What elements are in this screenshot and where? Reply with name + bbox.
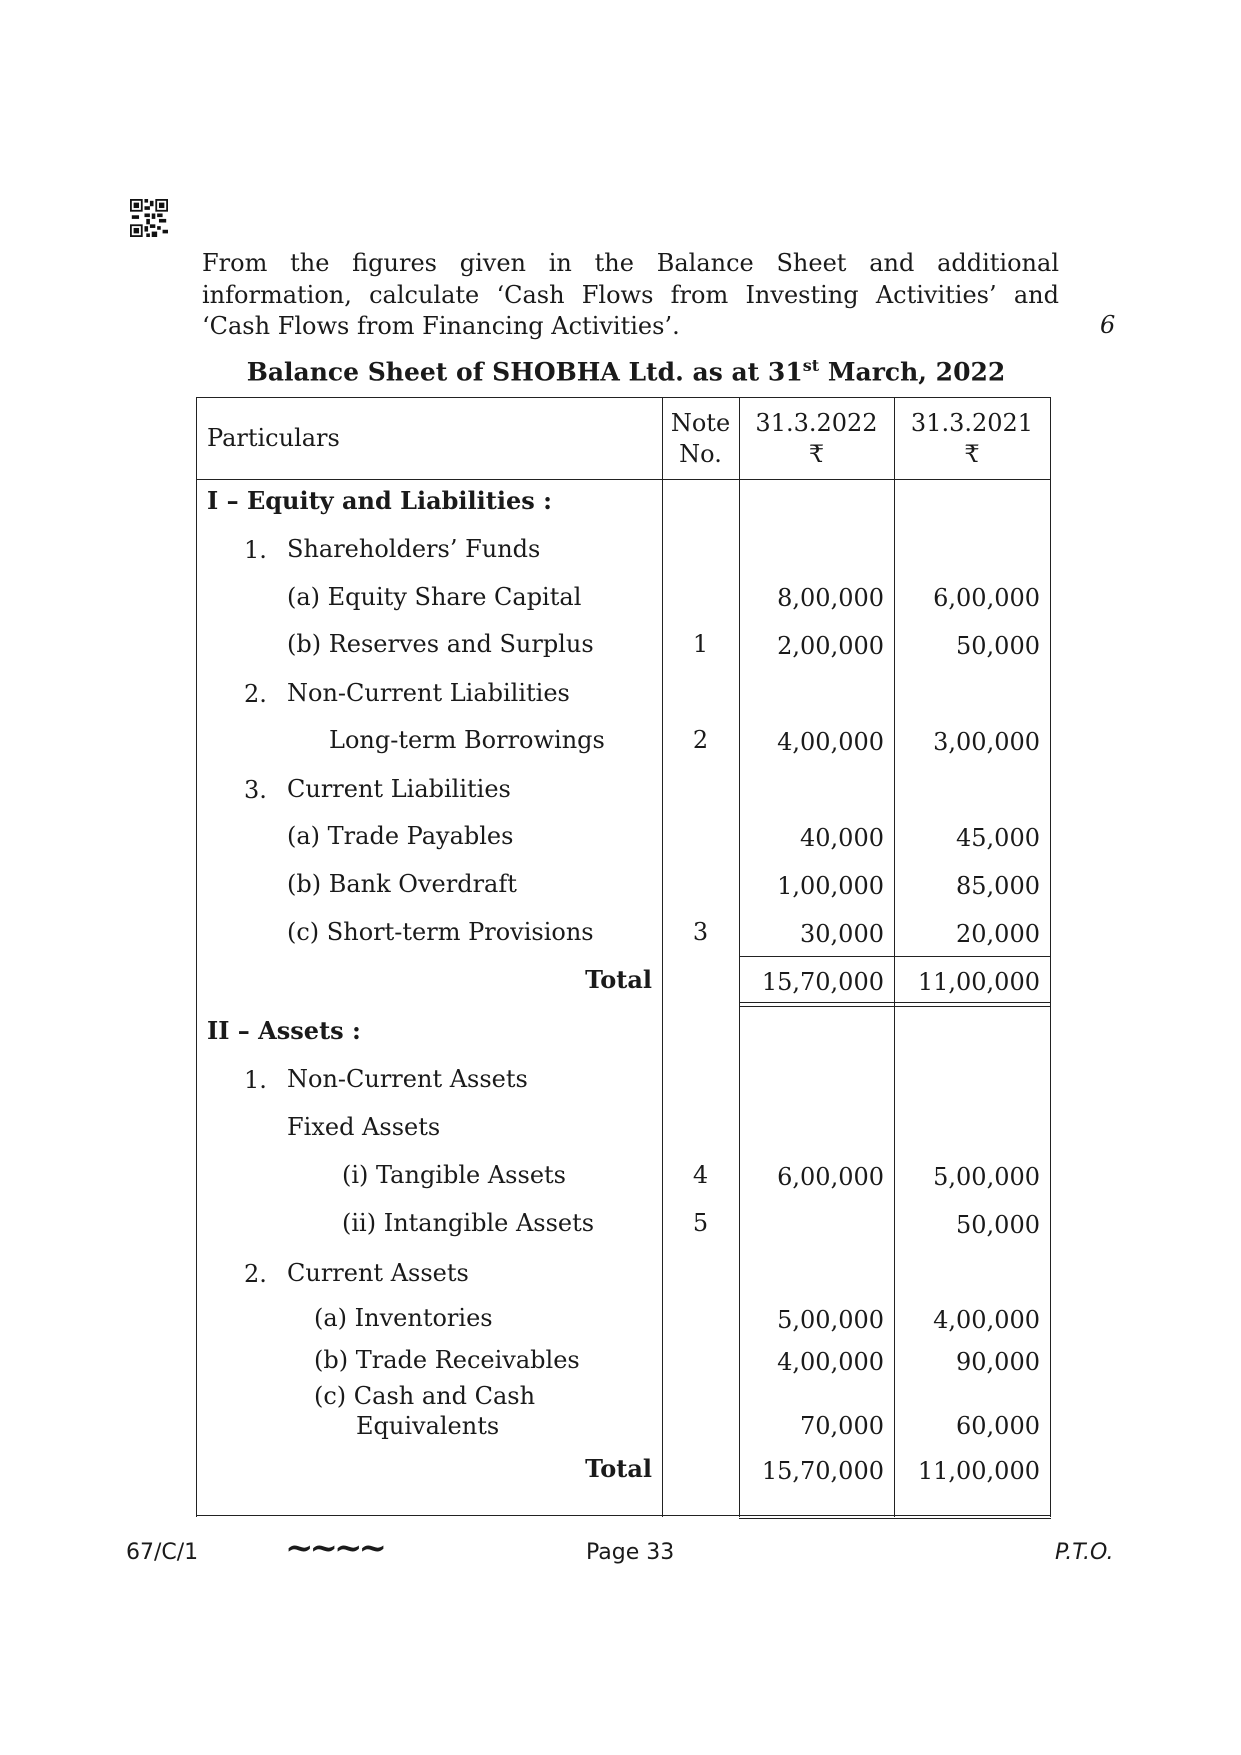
row-label: Shareholders’ Funds: [287, 535, 541, 563]
row-label: Long-term Borrowings: [329, 726, 605, 754]
question-text: From the figures given in the Balance Sheet and additional information, calculate ‘Cash Flows from Investing Activities’ and ‘Cash Flows from Financing Activities’.: [202, 249, 1059, 340]
page-number: Page 33: [586, 1540, 675, 1565]
value-2022: 6,00,000: [777, 1163, 884, 1191]
row-label: Current Assets: [287, 1259, 469, 1287]
total-label: Total: [585, 965, 652, 994]
row-label: (b) Reserves and Surplus: [287, 630, 594, 658]
marks-value: 6: [1100, 311, 1116, 339]
row-label: (b) Bank Overdraft: [287, 870, 517, 898]
header-note-line2: No.: [679, 440, 722, 468]
row-label: Fixed Assets: [287, 1113, 441, 1141]
row-label: (c) Short-term Provisions: [287, 918, 594, 946]
note-number: 5: [692, 1209, 709, 1237]
value-2021: 85,000: [956, 872, 1040, 900]
value-2021: 60,000: [956, 1412, 1040, 1440]
total-2022: 15,70,000: [761, 968, 884, 996]
value-2022: 4,00,000: [777, 1348, 884, 1376]
row-label: (b) Trade Receivables: [314, 1346, 580, 1374]
row-label: (c) Cash and Cash: [314, 1382, 536, 1410]
row-number: 2.: [244, 1260, 267, 1288]
note-number: 3: [692, 918, 709, 946]
row-number: 1.: [244, 536, 267, 564]
header-2022-unit: ₹: [808, 440, 825, 468]
header-2022-date: 31.3.2022: [755, 409, 878, 437]
value-2021: 20,000: [956, 920, 1040, 948]
note-number: 2: [692, 726, 709, 754]
value-2021: 90,000: [956, 1348, 1040, 1376]
total-2021: 11,00,000: [917, 1457, 1040, 1485]
row-label: Non-Current Assets: [287, 1065, 528, 1093]
value-2022: 4,00,000: [777, 728, 884, 756]
header-note-line1: Note: [670, 409, 731, 437]
value-2021: 50,000: [956, 632, 1040, 660]
value-2022: 2,00,000: [777, 632, 884, 660]
row-number: 2.: [244, 680, 267, 708]
note-number: 1: [692, 630, 709, 658]
value-2022: 5,00,000: [777, 1306, 884, 1334]
value-2022: 1,00,000: [777, 872, 884, 900]
total-label: Total: [585, 1454, 652, 1483]
section-heading: I – Equity and Liabilities :: [207, 486, 552, 515]
value-2022: 8,00,000: [777, 584, 884, 612]
value-2021: 50,000: [956, 1211, 1040, 1239]
row-label: Non-Current Liabilities: [287, 679, 570, 707]
pto-label: P.T.O.: [1055, 1540, 1114, 1565]
row-label: (a) Equity Share Capital: [287, 583, 582, 611]
row-label: (a) Inventories: [314, 1304, 493, 1332]
row-label: Current Liabilities: [287, 775, 511, 803]
row-number: 1.: [244, 1066, 267, 1094]
header-2021-unit: ₹: [964, 440, 980, 468]
row-number: 3.: [244, 776, 267, 804]
header-particulars: Particulars: [207, 424, 340, 452]
row-label: (i) Tangible Assets: [342, 1161, 566, 1189]
value-2021: 3,00,000: [933, 728, 1040, 756]
value-2021: 45,000: [956, 824, 1040, 852]
total-2021: 11,00,000: [917, 968, 1040, 996]
total-2022: 15,70,000: [761, 1457, 884, 1485]
section-heading: II – Assets :: [207, 1016, 361, 1045]
ornament: ~~~~: [285, 1528, 383, 1568]
balance-sheet-title: Balance Sheet of SHOBHA Ltd. as at 31st March, 2022: [246, 356, 1006, 387]
value-2022: 40,000: [800, 824, 884, 852]
paper-code: 67/C/1: [126, 1540, 199, 1565]
row-label: (ii) Intangible Assets: [342, 1209, 595, 1237]
header-2021-date: 31.3.2021: [910, 409, 1034, 437]
note-number: 4: [692, 1161, 709, 1189]
row-label-continued: Equivalents: [356, 1412, 500, 1440]
value-2021: 5,00,000: [933, 1163, 1040, 1191]
value-2021: 6,00,000: [933, 584, 1040, 612]
value-2022: 30,000: [800, 920, 884, 948]
row-label: (a) Trade Payables: [287, 822, 514, 850]
value-2021: 4,00,000: [933, 1306, 1040, 1334]
balance-sheet-table: [196, 397, 1053, 1517]
value-2022: 70,000: [800, 1412, 884, 1440]
qr-code-icon: [130, 199, 168, 237]
